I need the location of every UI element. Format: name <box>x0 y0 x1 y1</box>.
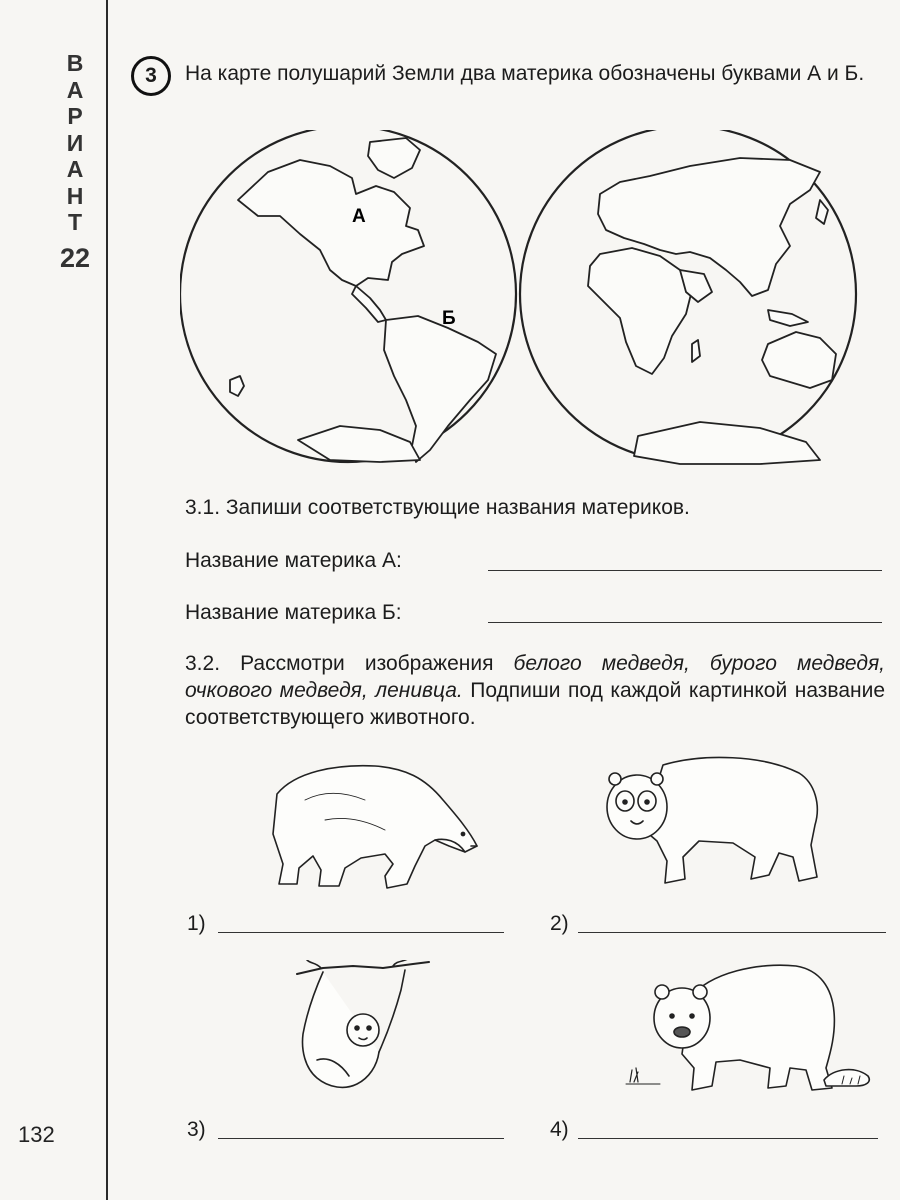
indonesia-shape <box>768 310 808 326</box>
task-text: На карте полушарий Земли два материка обозначены буквами А и Б. <box>185 62 865 85</box>
island-shape <box>230 376 244 396</box>
hemispheres-map <box>180 130 870 470</box>
variant-number: 22 <box>59 243 91 273</box>
polar-bear-illustration <box>265 760 485 895</box>
task-number: 3 <box>145 64 157 87</box>
variant-letter: А <box>66 156 84 182</box>
question-3-2-prefix: 3.2. Рассмотри изображения <box>185 652 514 675</box>
variant-label <box>58 50 92 236</box>
task-number-badge <box>131 56 171 96</box>
variant-letter: И <box>66 129 84 156</box>
question-3-2-animals: белого медведя, бурого медведя, очкового медведя, ленивца. <box>185 652 885 702</box>
answer-b-line[interactable] <box>488 622 882 623</box>
answer-3-label: 3) <box>187 1118 206 1141</box>
question-3-2-text <box>185 650 885 731</box>
answer-2-line[interactable] <box>578 932 886 933</box>
australia-shape <box>762 332 836 388</box>
answer-1-line[interactable] <box>218 932 504 933</box>
brown-bear-illustration <box>620 958 880 1098</box>
answer-a-line[interactable] <box>488 570 882 571</box>
spectacled-bear-illustration <box>603 745 828 893</box>
page-number: 132 <box>18 1122 55 1147</box>
antarctica-west-shape <box>298 426 420 462</box>
variant-letter: В <box>66 50 84 76</box>
answer-1-label: 1) <box>187 912 206 935</box>
greenland-shape <box>368 138 420 178</box>
north-america-shape <box>238 160 424 286</box>
question-3-1-title: 3.1. Запиши соответствующие названия материков. <box>185 496 690 519</box>
question-3-2-suffix: Подпиши под каждой картинкой название соответствующего животного. <box>185 679 886 729</box>
variant-letter: Н <box>66 182 84 209</box>
variant-letter: А <box>66 76 84 103</box>
variant-letter: Т <box>67 209 83 235</box>
answer-2-label: 2) <box>550 912 569 935</box>
central-america-shape <box>352 286 386 322</box>
madagascar-shape <box>692 340 700 362</box>
answer-4-label: 4) <box>550 1118 569 1141</box>
africa-shape <box>588 248 692 374</box>
continent-b-label: Б <box>442 308 456 329</box>
answer-a-label: Название материка А: <box>185 549 402 572</box>
answer-4-line[interactable] <box>578 1138 878 1139</box>
continent-a-label: А <box>352 206 366 227</box>
answer-3-line[interactable] <box>218 1138 504 1139</box>
sloth-illustration <box>293 960 433 1096</box>
answer-b-label: Название материка Б: <box>185 601 402 624</box>
japan-shape <box>816 200 828 224</box>
sidebar-divider <box>106 0 108 1200</box>
variant-letter: Р <box>67 103 83 129</box>
antarctica-east-shape <box>634 422 820 464</box>
